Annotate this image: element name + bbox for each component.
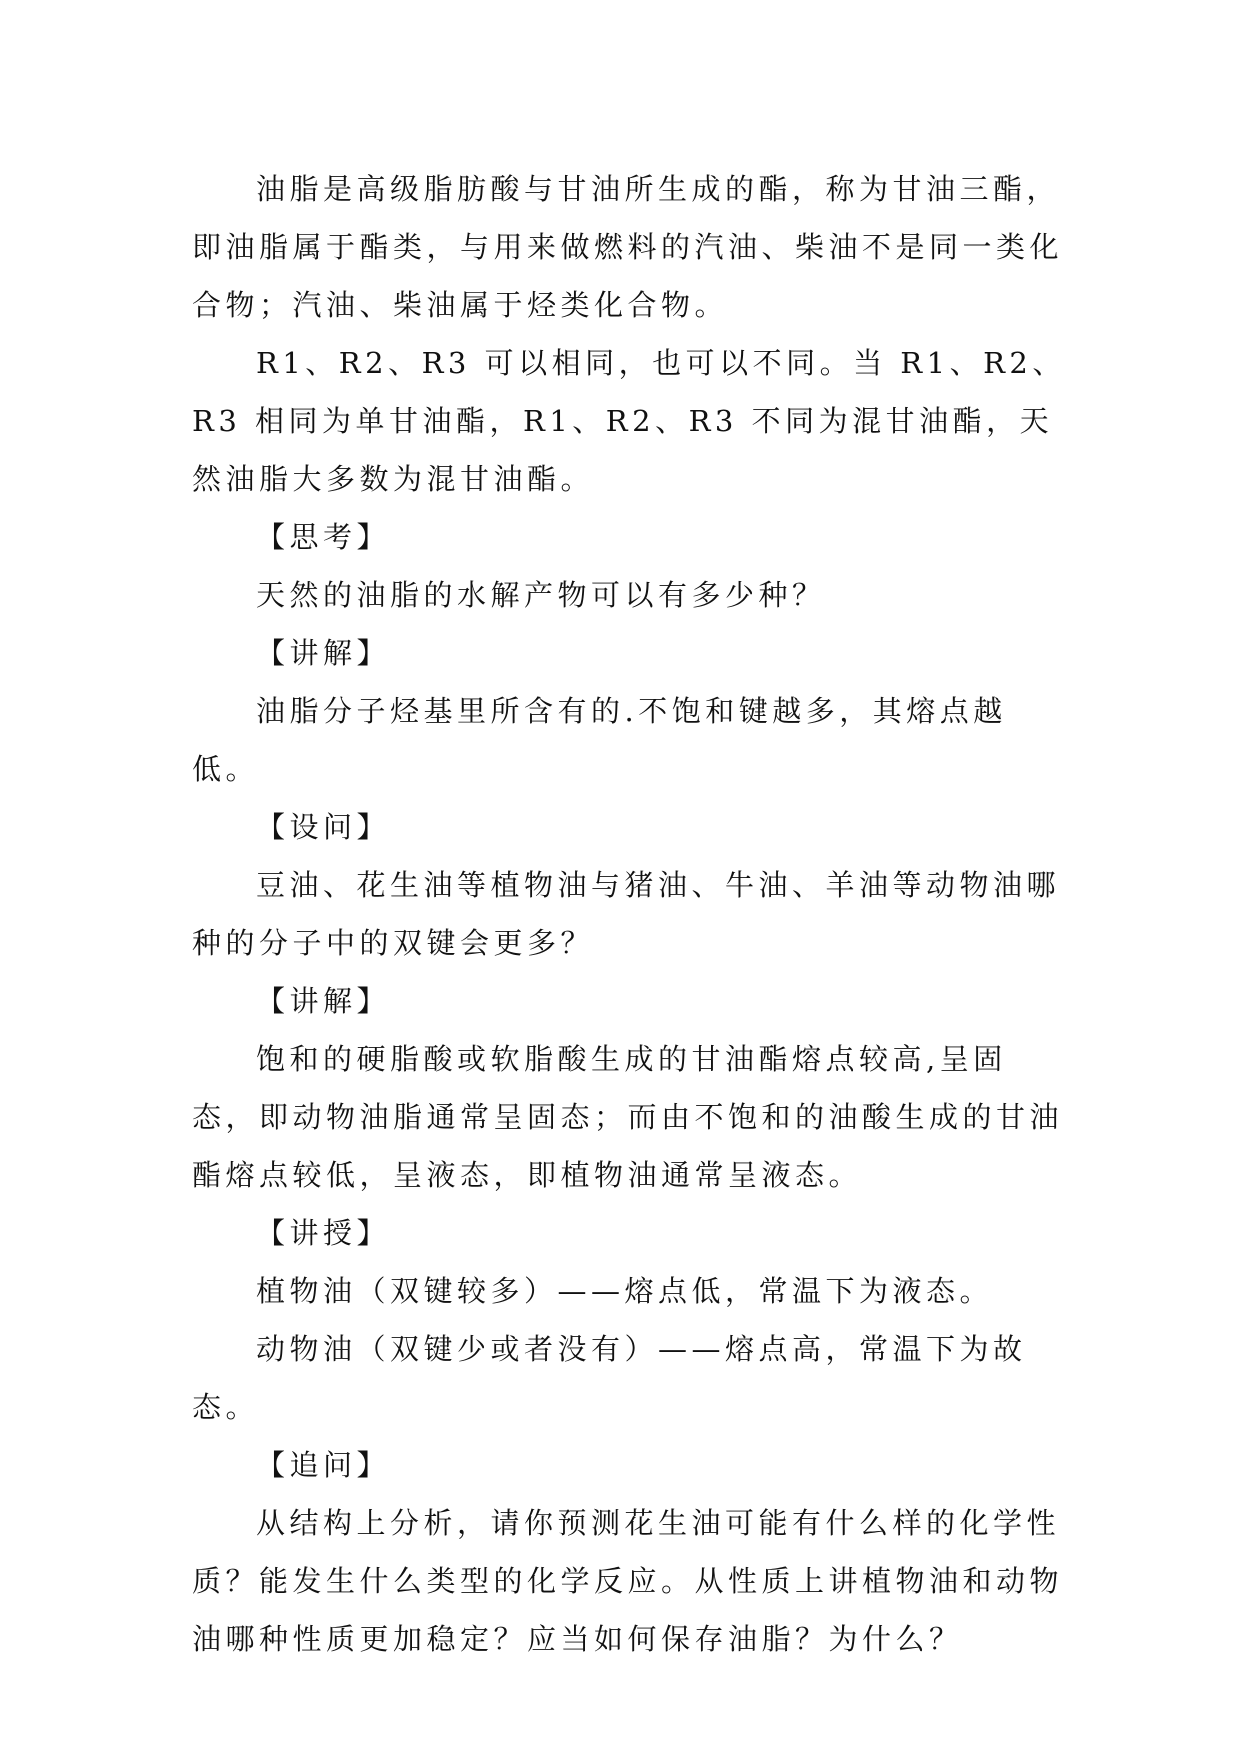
section-heading-explain-2: 【讲解】 (256, 984, 391, 1018)
paragraph-question-double-bonds: 豆油、花生油等植物油与猪油、牛油、羊油等动物油哪种的分子中的双键会更多？ (192, 868, 1061, 960)
paragraph-follow-up-question: 从结构上分析，请你预测花生油可能有什么样的化学性质？能发生什么类型的化学反应。从性质上讲植物油和动物油哪种性质更加稳定？应当如何保存油脂？为什么？ (192, 1506, 1064, 1656)
paragraph-oil-definition: 油脂是高级脂肪酸与甘油所生成的酯，称为甘油三酯，即油脂属于酯类，与用来做燃料的汽油、柴油不是同一类化合物；汽油、柴油属于烃类化合物。 (192, 172, 1064, 322)
document-body (192, 160, 1072, 1668)
section-heading-explain-1: 【讲解】 (256, 636, 391, 670)
paragraph-vegetable-oil: 植物油（双键较多）——熔点低，常温下为液态。 (256, 1274, 994, 1308)
paragraph-melting-points: 饱和的硬脂酸或软脂酸生成的甘油酯熔点较高,呈固态，即动物油脂通常呈固态；而由不饱和的油酸生成的甘油酯熔点较低，呈液态，即植物油通常呈液态。 (192, 1042, 1064, 1192)
section-heading-follow-up: 【追问】 (256, 1448, 391, 1482)
paragraph-question-hydrolysis: 天然的油脂的水解产物可以有多少种？ (256, 578, 826, 612)
section-heading-think: 【思考】 (256, 520, 391, 554)
paragraph-unsaturation: 油脂分子烃基里所含有的.不饱和键越多，其熔点越低。 (192, 694, 1007, 786)
section-heading-ask: 【设问】 (256, 810, 391, 844)
paragraph-glyceride-types: R1、R2、R3 可以相同，也可以不同。当 R1、R2、R3 相同为单甘油酯，R1、R2、R3 不同为混甘油酯，天然油脂大多数为混甘油酯。 (192, 346, 1066, 496)
paragraph-animal-oil: 动物油（双键少或者没有）——熔点高，常温下为故态。 (192, 1332, 1027, 1424)
section-heading-lecture: 【讲授】 (256, 1216, 391, 1250)
